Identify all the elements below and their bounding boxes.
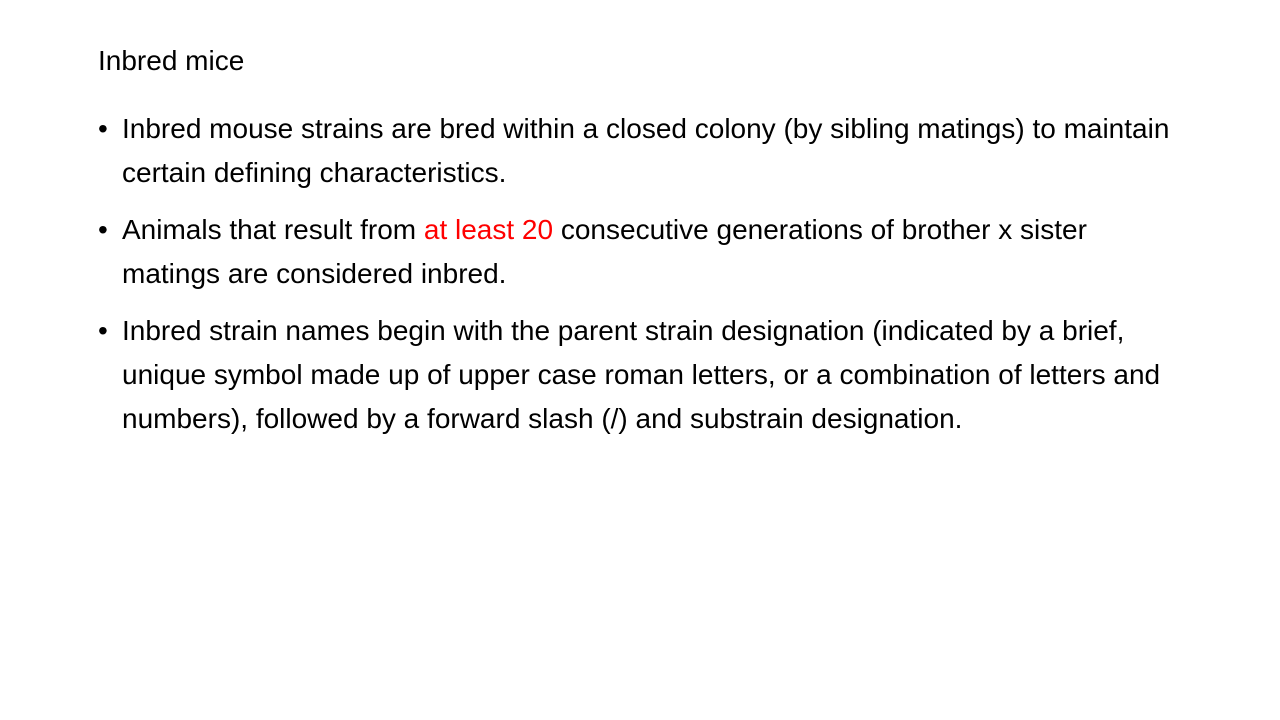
highlighted-text: at least 20 [423, 214, 554, 245]
bullet-dot-icon: • [98, 315, 108, 346]
bullet-text-before: Animals that result from [122, 214, 424, 245]
bullet-item [98, 309, 1178, 441]
slide-title: Inbred mice [98, 45, 245, 76]
bullet-dot-icon: • [98, 113, 108, 144]
bullet-text: Inbred mouse strains are bred within a closed colony (by sibling matings) to maintain certain defining characteristics. [122, 113, 1170, 188]
bullet-text-after: consecutive generations of brother x sister matings are considered inbred. [122, 214, 1087, 289]
bullet-dot-icon: • [98, 214, 108, 245]
bullet-list [98, 107, 1178, 454]
bullet-text: Inbred strain names begin with the parent strain designation (indicated by a brief, unique symbol made up of upper case roman letters, or a combination of letters and numbers), followed by a forward slash (/) and substrain designation. [122, 315, 1161, 434]
bullet-item [98, 208, 1178, 296]
bullet-item [98, 107, 1178, 195]
